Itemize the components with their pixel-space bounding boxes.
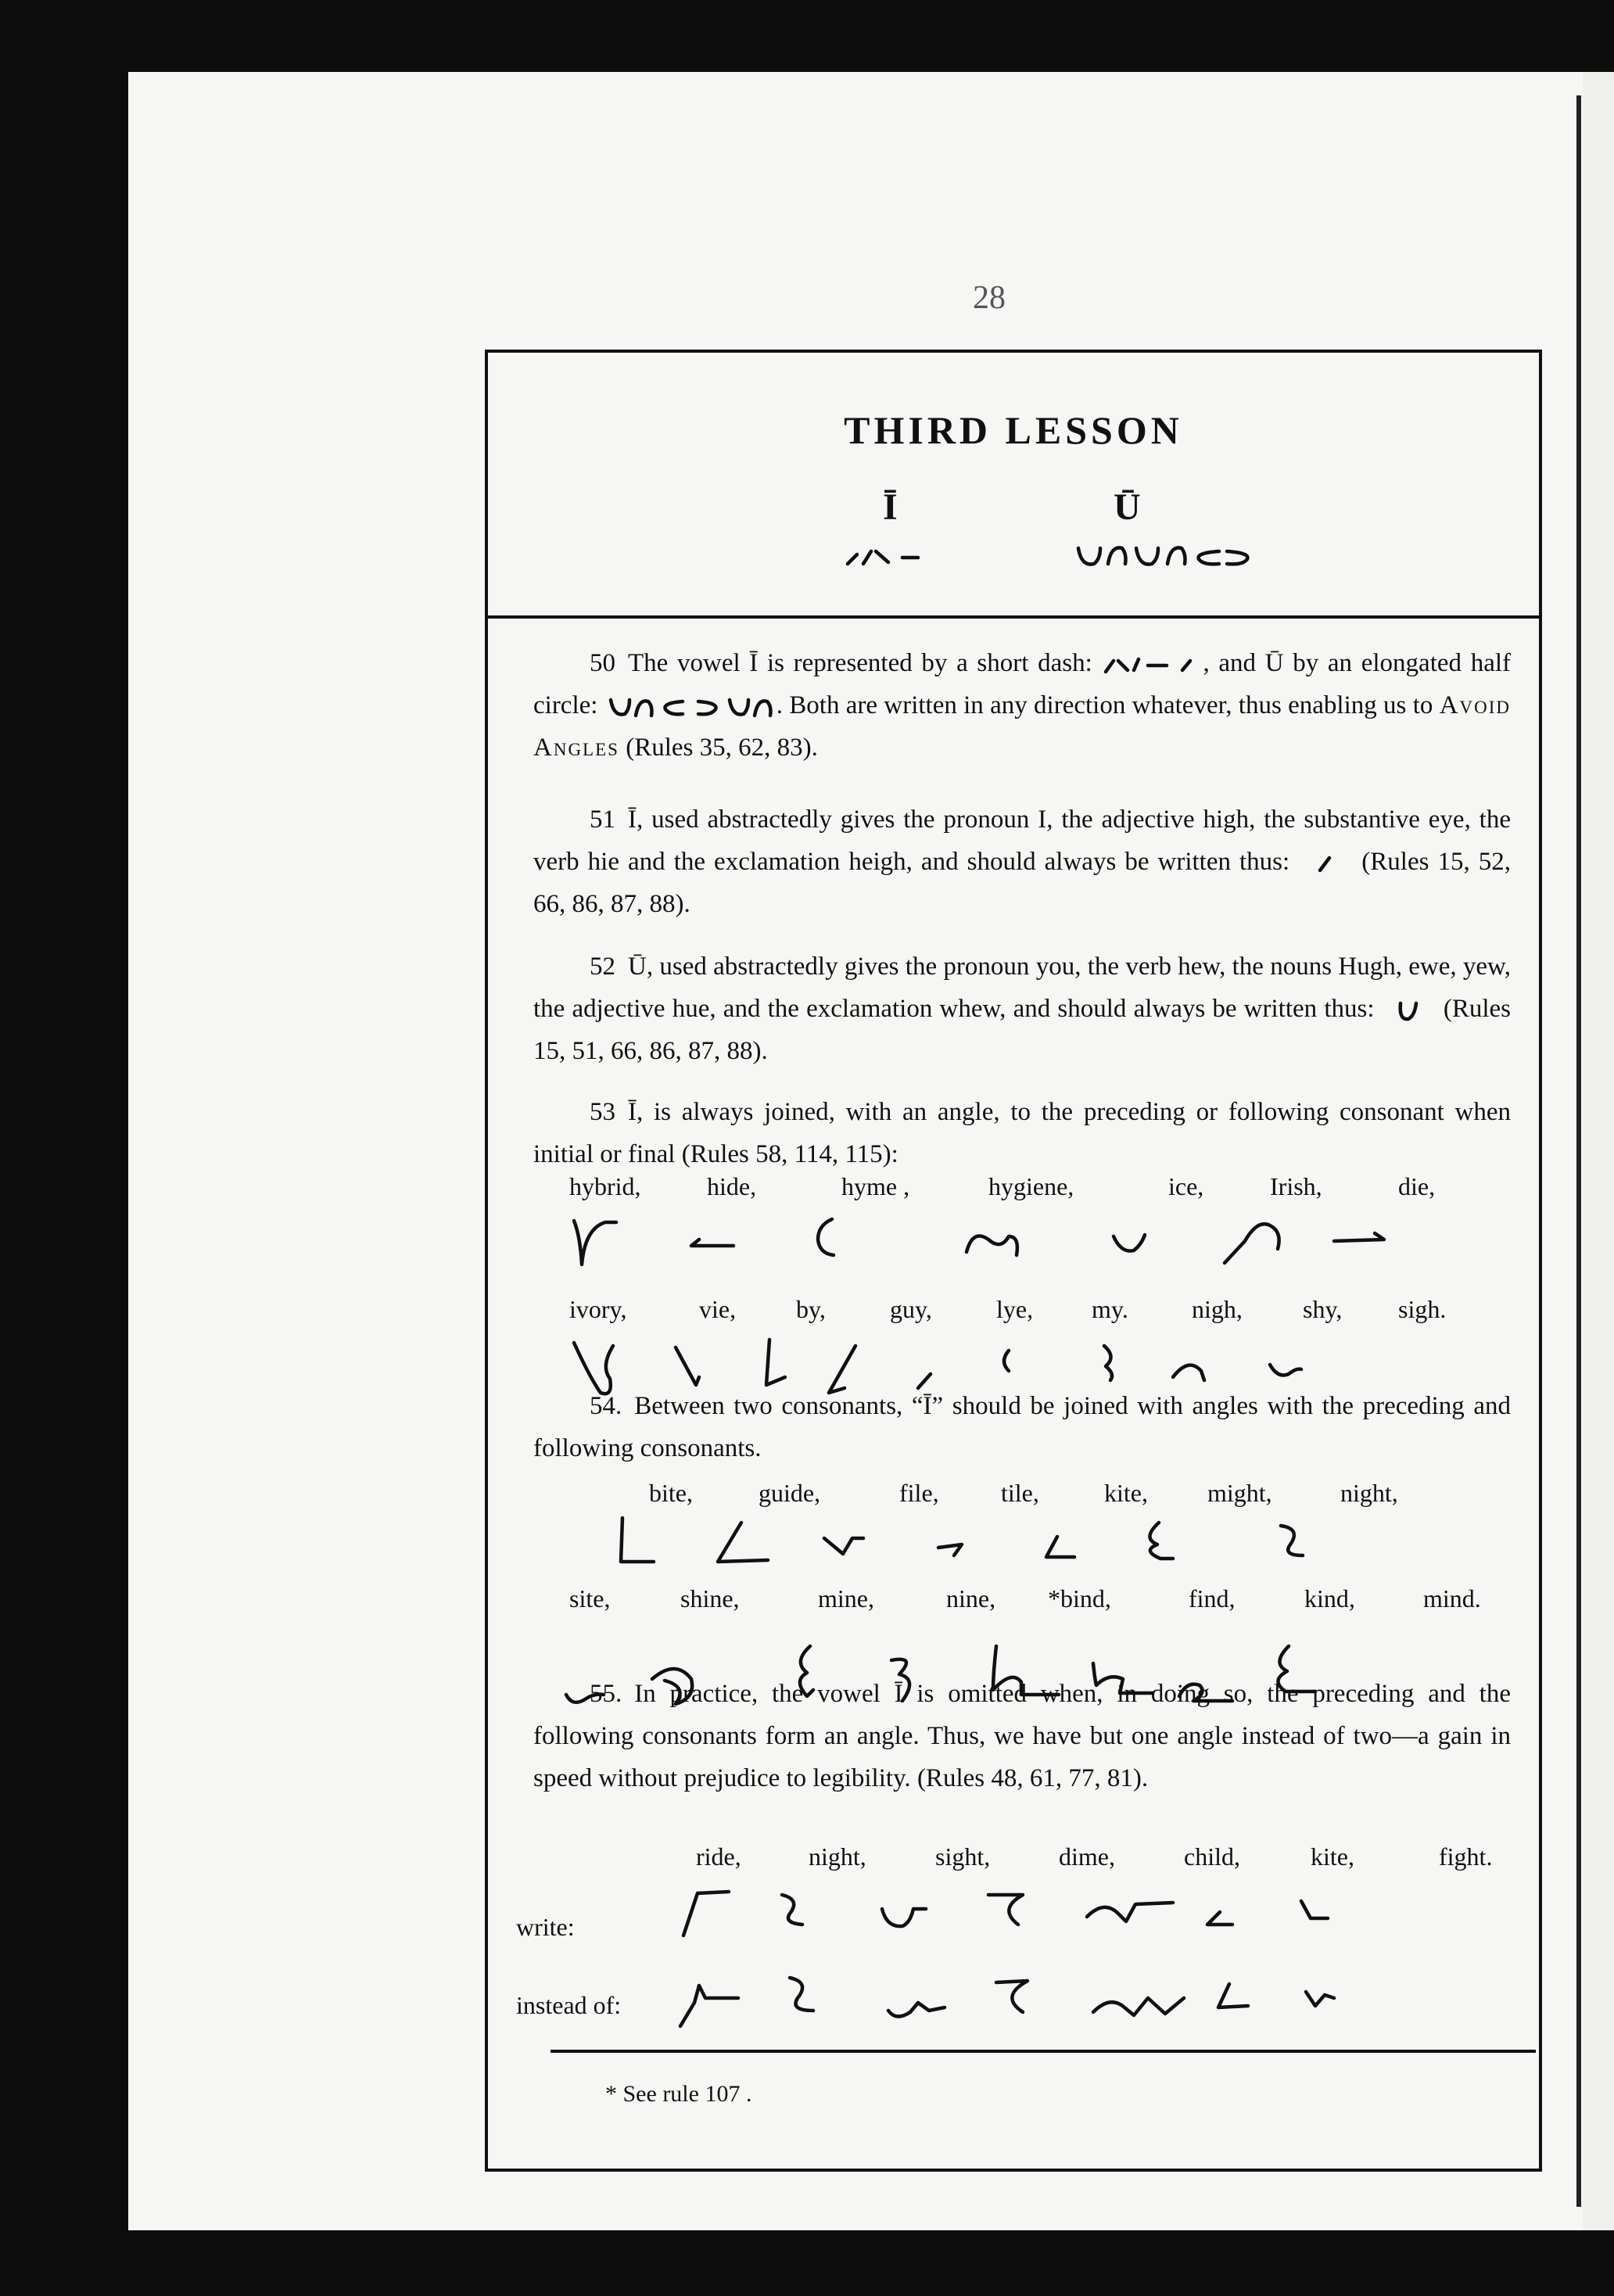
lesson-frame [485, 350, 1542, 2172]
footnote-separator [551, 2050, 1536, 2053]
vowel-u-circle-signs [1071, 540, 1274, 572]
example-word: kite, [1104, 1479, 1148, 1507]
example-word: shine, [680, 1584, 740, 1613]
rule-54-text: Between two consonants, “Ī” should be joined with angles with the preceding and following consonants. [533, 1392, 1511, 1462]
circle-steno-inline [604, 694, 777, 720]
example-word: tile, [1001, 1479, 1039, 1507]
rule-53-text: Ī, is always joined, with an angle, to the preceding or following consonant when initial or final [533, 1098, 1511, 1168]
label-instead-of: instead of: [516, 1991, 622, 2019]
rule-50-rules: (Rules 35, 62, 83). [626, 734, 818, 762]
footnote: * See rule 107 . [605, 2081, 752, 2107]
rule-53 [533, 1091, 1511, 1175]
example-word: fight. [1439, 1842, 1493, 1871]
example-word: night, [1340, 1479, 1398, 1507]
example-word: ivory, [569, 1295, 627, 1323]
example-word: ice, [1168, 1172, 1204, 1200]
example-word: ride, [696, 1842, 741, 1871]
rule-53-rules: (Rules 58, 114, 115): [681, 1140, 898, 1168]
rule-50-number: 50 [590, 649, 615, 677]
next-page-edge [1583, 72, 1614, 2230]
example-word: kite, [1311, 1842, 1354, 1871]
rule-52-text: Ū, used abstractedly gives the pronoun you, the verb hew, the nouns Hugh, ewe, yew, the adjective hue, and the exclamation whew, and should always be written thus: [533, 952, 1511, 1023]
rule-55-rules: (Rules 48, 61, 77, 81). [916, 1764, 1149, 1792]
example-word: mind. [1423, 1584, 1481, 1613]
rule-55-number: 55. [590, 1680, 622, 1708]
rule-51-text: Ī, used abstractedly gives the pronoun I, the adjective high, the substantive eye, the verb hie and the exclamation heigh, and should always be written thus: [533, 805, 1511, 876]
example-word: guy, [890, 1295, 932, 1323]
example-word: by, [796, 1295, 826, 1323]
example-word: child, [1184, 1842, 1240, 1871]
example-word: kind, [1304, 1584, 1355, 1613]
rule-54-number: 54. [590, 1392, 622, 1420]
rule-52 [533, 945, 1511, 1072]
label-write: write: [516, 1913, 575, 1941]
example-word: guide, [759, 1479, 821, 1507]
rule-55-steno-write-row [676, 1878, 1520, 1948]
rule-54 [533, 1385, 1511, 1469]
example-word: lye, [996, 1295, 1034, 1323]
example-word: dime, [1059, 1842, 1115, 1871]
example-word: file, [899, 1479, 939, 1507]
rule-55 [533, 1673, 1511, 1799]
example-word: my. [1092, 1295, 1128, 1323]
rule-51-number: 51 [590, 805, 615, 834]
example-word: bite, [649, 1479, 693, 1507]
example-word: die, [1398, 1172, 1436, 1200]
rule-51 [533, 798, 1511, 925]
example-word: hygiene, [988, 1172, 1074, 1200]
example-word: Irish, [1270, 1172, 1322, 1200]
rule-50-text-c: . Both are written in any direction whatever, thus enabling us to [776, 691, 1433, 719]
vowel-u-heading: Ū [1114, 486, 1141, 528]
example-word: nine, [946, 1584, 996, 1613]
example-word: hybrid, [569, 1172, 641, 1200]
book-page [128, 72, 1614, 2230]
rule-50 [533, 642, 1511, 769]
avoid-angles-smallcaps: Avoid Angles [533, 691, 1512, 762]
rule-53-steno-row-1 [566, 1205, 1473, 1275]
page-gutter [1576, 95, 1581, 2207]
example-word: site, [569, 1584, 611, 1613]
example-word: hide, [707, 1172, 757, 1200]
lesson-header [488, 353, 1539, 619]
rule-50-text-b: , and Ū by an elongated half circle: [533, 649, 1512, 719]
rule-55-text: In practice, the vowel Ī is omitted when, in doing so, the preceding and the following consonants form an angle. Thus, we have but one angle instead of two—a gain in speed without prejudice to legibility. [533, 1680, 1511, 1792]
pronoun-you-steno [1382, 997, 1436, 1024]
vowel-i-dash-signs [840, 540, 965, 572]
dash-steno-inline [1101, 653, 1203, 676]
rule-54-steno-row-1 [613, 1510, 1395, 1580]
rule-50-text-a: The vowel Ī is represented by a short dash: [628, 649, 1092, 677]
example-word: find, [1189, 1584, 1236, 1613]
example-word: *bind, [1048, 1584, 1111, 1613]
rule-51-rules: (Rules 15, 52, 66, 86, 87, 88). [533, 848, 1512, 918]
lesson-title: THIRD LESSON [844, 408, 1183, 452]
example-word: night, [809, 1842, 866, 1871]
rule-53-number: 53 [590, 1098, 615, 1126]
vowel-i-heading: Ī [883, 486, 898, 528]
rule-55-steno-instead-row [676, 1964, 1520, 2034]
example-word: sight, [935, 1842, 991, 1871]
example-word: shy, [1303, 1295, 1343, 1323]
example-word: sigh. [1398, 1295, 1447, 1323]
example-word: nigh, [1192, 1295, 1243, 1323]
rule-52-number: 52 [590, 952, 615, 981]
example-word: hyme , [841, 1172, 910, 1200]
page-number: 28 [973, 280, 1006, 316]
pronoun-i-steno [1298, 852, 1353, 875]
example-word: mine, [818, 1584, 874, 1613]
example-word: might, [1207, 1479, 1272, 1507]
rule-52-rules: (Rules 15, 51, 66, 86, 87, 88). [533, 995, 1512, 1065]
example-word: vie, [699, 1295, 737, 1323]
